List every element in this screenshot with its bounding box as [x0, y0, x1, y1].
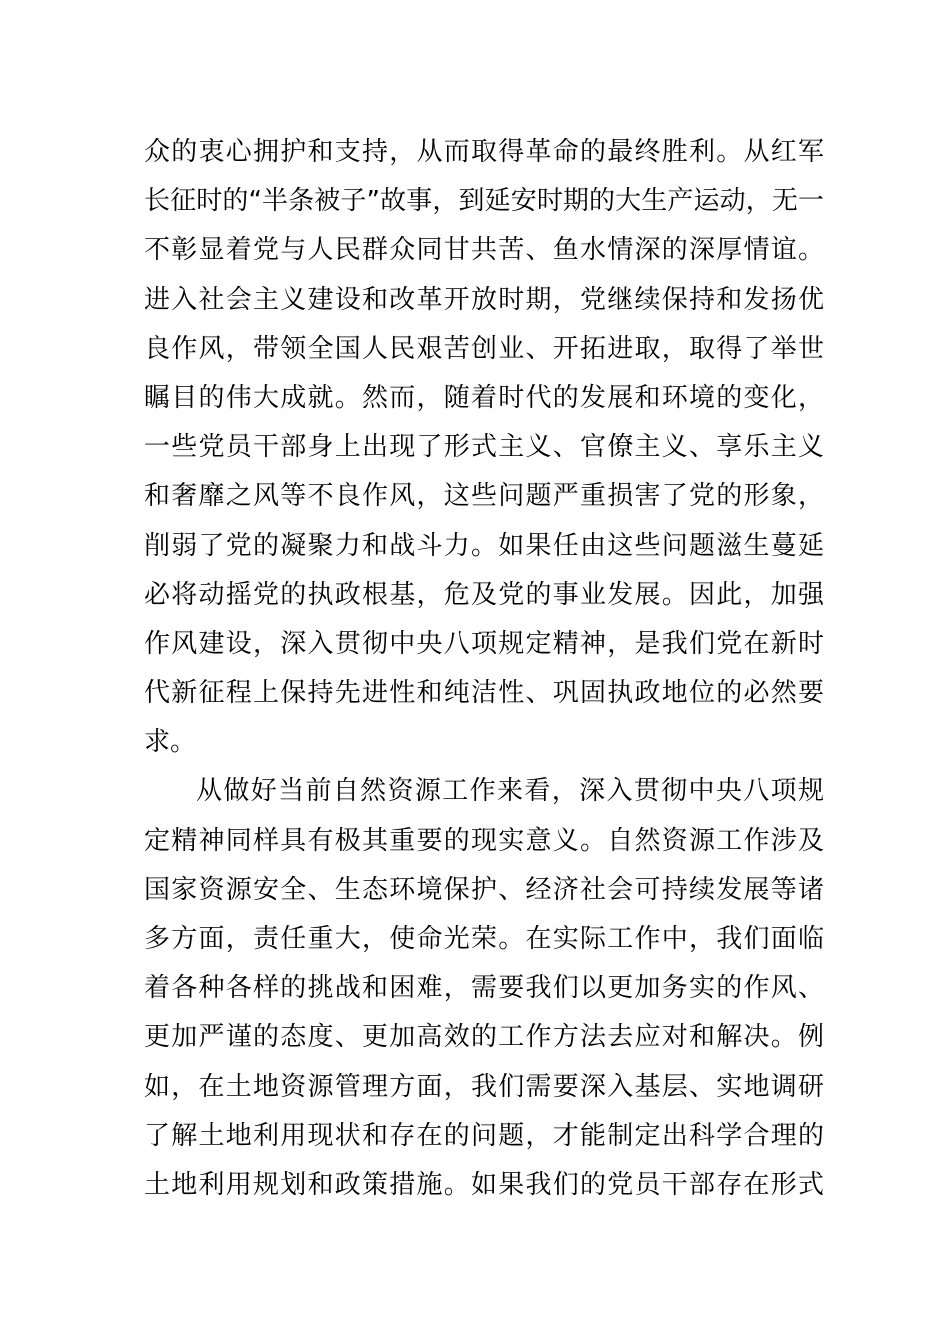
text-line: 定精神同样具有极其重要的现实意义。自然资源工作涉及 — [144, 825, 824, 856]
text-line: 如，在土地资源管理方面，我们需要深入基层、实地调研 — [144, 1071, 824, 1102]
text-line: 进入社会主义建设和改革开放时期，党继续保持和发扬优 — [144, 284, 824, 315]
text-line: 了解土地利用现状和存在的问题，才能制定出科学合理的 — [144, 1120, 824, 1151]
text-line: 必将动摇党的执政根基，危及党的事业发展。因此，加强 — [144, 579, 824, 610]
text-line: 一些党员干部身上出现了形式主义、官僚主义、享乐主义 — [144, 432, 824, 463]
text-line-paragraph-end: 求。 — [144, 727, 197, 758]
text-line: 不彰显着党与人民群众同甘共苦、鱼水情深的深厚情谊。 — [144, 235, 824, 266]
text-line-paragraph-start: 从做好当前自然资源工作来看，深入贯彻中央八项规 — [196, 776, 824, 807]
body-text — [144, 128, 824, 1210]
text-line: 着各种各样的挑战和困难，需要我们以更加务实的作风、 — [144, 973, 824, 1004]
text-line: 长征时的“半条被子”故事，到延安时期的大生产运动，无一 — [144, 186, 824, 217]
text-line: 多方面，责任重大，使命光荣。在实际工作中，我们面临 — [144, 924, 824, 954]
text-line: 国家资源安全、生态环境保护、经济社会可持续发展等诸 — [144, 874, 824, 905]
text-line: 良作风，带领全国人民艰苦创业、开拓进取，取得了举世 — [144, 333, 824, 364]
text-line: 更加严谨的态度、更加高效的工作方法去应对和解决。例 — [144, 1022, 824, 1053]
text-line: 瞩目的伟大成就。然而，随着时代的发展和环境的变化， — [144, 382, 824, 413]
text-line: 众的衷心拥护和支持，从而取得革命的最终胜利。从红军 — [144, 137, 824, 167]
text-line: 代新征程上保持先进性和纯洁性、巩固执政地位的必然要 — [144, 678, 824, 709]
text-line: 土地利用规划和政策措施。如果我们的党员干部存在形式 — [144, 1169, 824, 1200]
text-line: 和奢靡之风等不良作风，这些问题严重损害了党的形象， — [144, 481, 824, 512]
text-line: 削弱了党的凝聚力和战斗力。如果任由这些问题滋生蔓延 — [144, 530, 824, 561]
text-line: 作风建设，深入贯彻中央八项规定精神，是我们党在新时 — [144, 628, 824, 659]
